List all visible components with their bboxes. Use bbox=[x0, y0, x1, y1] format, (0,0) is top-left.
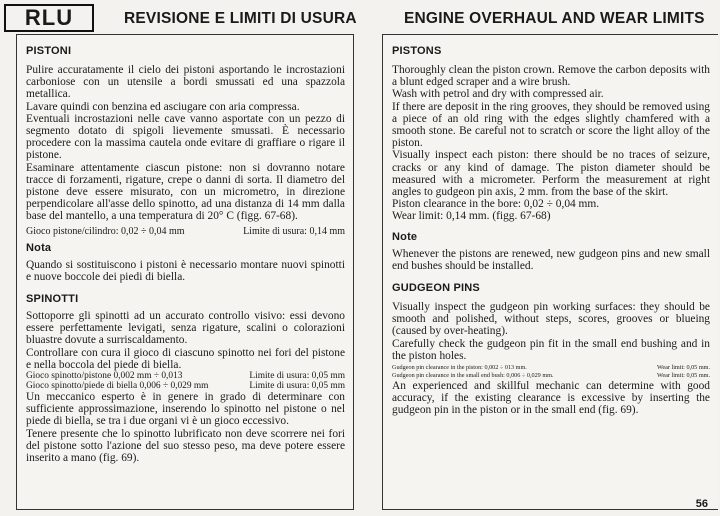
pins-paragraph: Visually inspect the gudgeon pin working surfaces: they should be smooth and polished, without steps, scores, grooves or blueing (caused by over-heating). bbox=[392, 301, 710, 338]
note-heading: Nota bbox=[26, 241, 52, 254]
italian-column bbox=[16, 34, 354, 510]
spec-clearance: Gudgeon pin clearance in the piston: 0,002 ÷ 013 mm. bbox=[392, 364, 527, 372]
pistons-paragraph: Thoroughly clean the piston crown. Remove the carbon deposits with a blunt edged scraper and a wire brush. bbox=[392, 64, 710, 89]
note-text: Whenever the pistons are renewed, new gudgeon pins and new small end bushes should be installed. bbox=[392, 247, 710, 272]
page-number: 56 bbox=[695, 498, 708, 510]
pistons-heading: PISTONS bbox=[392, 45, 442, 57]
spec-clearance: Gioco spinotto/pistone 0,002 mm ÷ 0,013 bbox=[26, 371, 183, 382]
spec-limit: Limite di usura: 0,05 mm bbox=[249, 381, 345, 392]
pistons-paragraph: Lavare quindi con benzina ed asciugare con aria compressa. bbox=[26, 100, 300, 113]
pistons-paragraph: Eventuali incrostazioni nelle cave vanno asportate con un pezzo di segmento dotato di spigoli lievemente smussati. È necessario procedere con la massima cautela onde evitare di graffiare o rigare il pistone. bbox=[26, 112, 345, 162]
pins-paragraph: Carefully check the gudgeon pin fit in the small end bushing and in the piston holes. bbox=[392, 337, 710, 362]
pins-spec bbox=[392, 364, 710, 372]
pins-spec bbox=[392, 372, 710, 380]
pistons-spec bbox=[26, 226, 345, 238]
pistons-paragraph: Visually inspect each piston: there should be no traces of seizure, cracks or any kind of damage. The piston diameter should be measured with a micrometer. Perform the measurement at right angles to gudgeon pin axis, 2 mm. from the base of the skirt. bbox=[392, 149, 710, 199]
pins-heading: SPINOTTI bbox=[26, 293, 79, 306]
section-badge: RLU bbox=[4, 4, 94, 32]
spec-clearance: Gioco pistone/cilindro: 0,02 ÷ 0,04 mm bbox=[26, 225, 185, 237]
pistons-paragraph: Pulire accuratamente il cielo dei pistoni asportando le incrostazioni carboniose con un utensile a bordi smussati ed una spazzola metallica. bbox=[26, 64, 345, 101]
note-heading: Note bbox=[392, 230, 418, 243]
spec-limit: Limite di usura: 0,05 mm bbox=[249, 371, 345, 382]
spec-clearance: Gioco spinotto/piede di biella 0,006 ÷ 0,029 mm bbox=[26, 381, 209, 392]
pistons-paragraph: Esaminare attentamente ciascun pistone: non si dovranno notare tracce di forzamenti, rigature, crepe o danni di sorta. Il diametro del pistone deve essere misurato, con un micrometro, in direzione perpendicolare all'asse dello spinotto, ad una distanza di 14 mm dalla base del mantello, a una temperatura di 20° C (figg. 67-68). bbox=[26, 161, 345, 223]
pistons-paragraph: Wash with petrol and dry with compressed air. bbox=[392, 88, 604, 101]
spec-clearance: Piston clearance in the bore: 0,02 ÷ 0,04 mm. bbox=[392, 198, 600, 211]
spec-limit: Limite di usura: 0,14 mm bbox=[243, 225, 345, 237]
spec-limit: Wear limit: 0,05 mm. bbox=[657, 364, 710, 372]
pistons-paragraph: If there are deposit in the ring grooves, they should be removed using a piece of an old ring with the edges slightly chamfered with a smooth stone. Be careful not to scratch or score the light alloy of the piston. bbox=[392, 100, 710, 150]
pins-spec bbox=[26, 371, 345, 381]
title-english: ENGINE OVERHAUL AND WEAR LIMITS bbox=[404, 10, 705, 27]
pins-paragraph: Controllare con cura il gioco di ciascuno spinotto nei fori del pistone e nella boccola del piede di biella. bbox=[26, 346, 345, 371]
spec-limit: Wear limit: 0,14 mm. (figg. 67-68) bbox=[392, 210, 551, 223]
pins-heading: GUDGEON PINS bbox=[392, 282, 480, 295]
pins-paragraph: Un meccanico esperto è in genere in grado di determinare con sufficiente approssimazione, inserendo lo spinotto nel pistone o nel piede di biella, se tra i due organi vi è un gioco eccessivo. bbox=[26, 391, 345, 428]
pins-paragraph: An experienced and skillful mechanic can determine with good accuracy, if the existing clearance is excessive by inserting the gudgeon pin in the piston or in the small end (fig. 69). bbox=[392, 380, 710, 417]
title-italian: REVISIONE E LIMITI DI USURA bbox=[124, 10, 357, 27]
spec-limit: Wear limit: 0,05 mm. bbox=[657, 372, 710, 380]
pistons-heading: PISTONI bbox=[26, 45, 72, 57]
spec-clearance: Gudgeon pin clearance in the small end bush: 0,006 ÷ 0,029 mm. bbox=[392, 372, 554, 380]
pins-paragraph: Sottoporre gli spinotti ad un accurato controllo visivo: essi devono essere perfettamente levigati, senza rigature, scalini o colorazioni bluastre dovute a surriscaldamento. bbox=[26, 310, 345, 347]
pins-spec bbox=[26, 381, 345, 391]
page-header bbox=[0, 0, 720, 34]
note-text: Quando si sostituiscono i pistoni è necessario montare nuovi spinotti e nuove boccole dei piedi di biella. bbox=[26, 258, 345, 283]
pins-paragraph: Tenere presente che lo spinotto lubrificato non deve scorrere nei fori del pistone sotto l'azione del suo stesso peso, ma deve potere essere inserito a mano (fig. 69). bbox=[26, 427, 345, 465]
english-column bbox=[382, 34, 718, 510]
